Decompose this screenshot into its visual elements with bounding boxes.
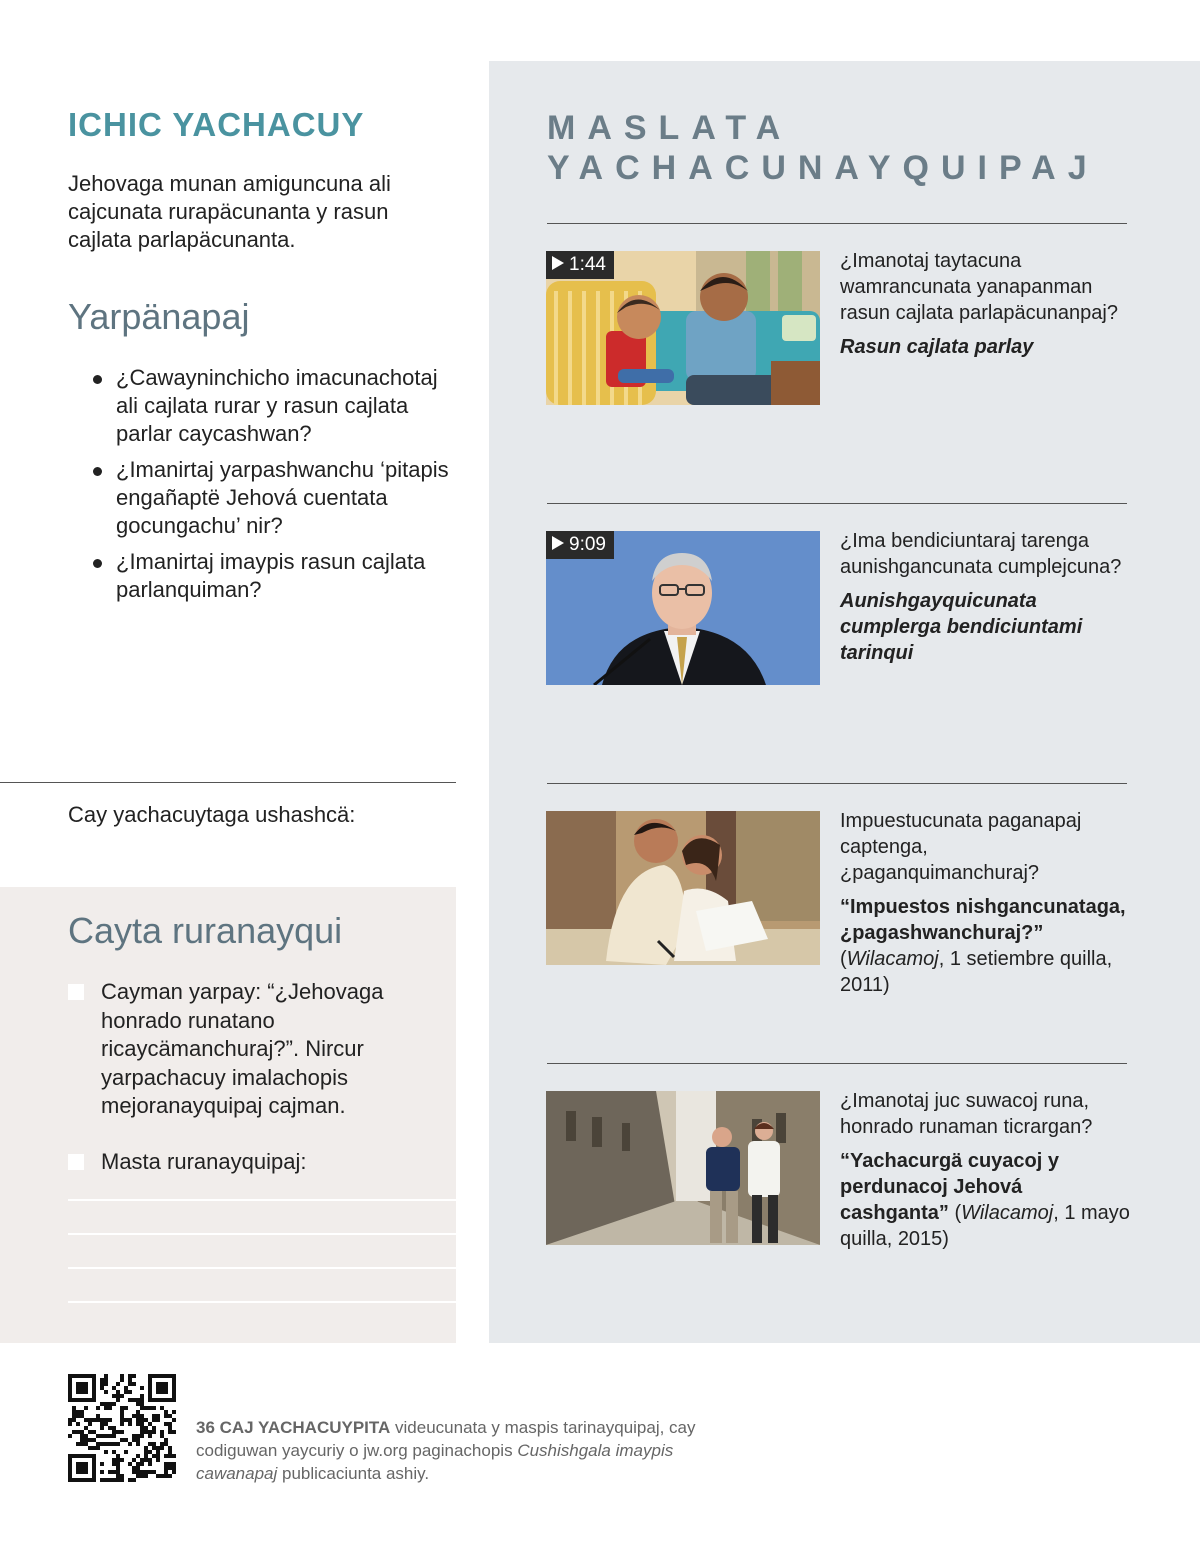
reference-title[interactable] xyxy=(840,894,1130,998)
duration: 9:09 xyxy=(569,534,606,555)
reference-item xyxy=(840,248,1130,360)
publication-title[interactable]: Cushishgala imaypis cawanapaj xyxy=(196,1441,674,1483)
reference-title[interactable] xyxy=(840,588,1130,666)
play-icon xyxy=(552,536,564,550)
footer-text: videucunata y maspis tarinayquipaj, cay codiguwan yaycuriy o jw.org paginachopis xyxy=(196,1418,696,1460)
task-text: Cayman yarpay: “¿Jehovaga honrado runatano ricaycämanchuraj?”. Nircur yarpachacuy imalachopis mejoranayquipaj cajman. xyxy=(101,979,384,1118)
writing-line[interactable] xyxy=(68,1267,456,1269)
reference-source xyxy=(840,948,1112,996)
reference-question: ¿Imanotaj juc suwacoj runa, honrado runaman ticrargan? xyxy=(840,1090,1093,1138)
reference-title[interactable] xyxy=(840,1148,1130,1252)
reference-item xyxy=(840,808,1130,998)
reference-item xyxy=(840,1088,1130,1252)
footer-bold: 36 CAJ YACHACUYPITA xyxy=(196,1418,391,1437)
intro-text: Jehovaga munan amiguncuna ali cajcunata rurapäcunanta y rasun cajlata parlapäcunanta. xyxy=(68,171,391,252)
divider xyxy=(547,1063,1127,1064)
reference-question: ¿Imanotaj taytacuna wamrancunata yanapanman rasun cajlata parlapäcunanpaj? xyxy=(840,250,1118,324)
source-magazine: Wilacamoj xyxy=(846,948,939,970)
duration: 1:44 xyxy=(569,254,606,275)
section-title: ICHIC YACHACUY xyxy=(68,106,365,143)
task-item xyxy=(68,1148,428,1177)
reference-title-text: “Impuestos nishgancunataga, ¿pagashwanchuraj?” xyxy=(840,896,1126,944)
divider xyxy=(0,782,456,783)
divider xyxy=(547,783,1127,784)
qr-code-graphic xyxy=(68,1374,176,1482)
task-checkbox[interactable] xyxy=(68,1154,84,1170)
review-question: ¿Imanirtaj yarpashwanchu ‘pitapis engañaptë Jehová cuentata gocungachu’ nir? xyxy=(92,456,462,540)
task-text: Masta ruranayquipaj: xyxy=(101,1149,307,1174)
source-prefix: ( xyxy=(948,1202,962,1224)
video-thumbnail[interactable] xyxy=(546,251,820,405)
duration-badge xyxy=(546,531,614,559)
review-question: ¿Imanirtaj imaypis rasun cajlata parlanquiman? xyxy=(92,548,462,604)
couple-walking-street-image xyxy=(546,1091,820,1245)
source-date: , 1 setiembre quilla, 2011) xyxy=(840,948,1113,996)
reference-title-text: Aunishgayquicunata cumplerga bendiciuntami tarinqui xyxy=(840,590,1083,664)
footer-note xyxy=(196,1416,716,1485)
article-thumbnail[interactable] xyxy=(546,811,820,965)
task-item xyxy=(68,978,428,1121)
title-line: MASLATA xyxy=(547,109,793,147)
play-icon xyxy=(552,256,564,270)
review-question: ¿Cawayninchicho imacunachotaj ali cajlata rurar y rasun cajlata parlar caycashwan? xyxy=(92,364,462,448)
source-magazine: Wilacamoj xyxy=(961,1202,1054,1224)
title-line: YACHACUNAYQUIPAJ xyxy=(547,149,1099,187)
duration-badge xyxy=(546,251,614,279)
reference-title-text: Rasun cajlata parlay xyxy=(840,336,1034,358)
try-this-heading: Cayta ruranayqui xyxy=(68,910,343,951)
review-question-list xyxy=(92,364,462,612)
qr-code[interactable] xyxy=(68,1374,176,1482)
explore-more-title xyxy=(547,108,1099,188)
date-completed-label: Cay yachacuytaga ushashcä: xyxy=(68,802,356,827)
reference-item xyxy=(840,528,1130,666)
divider xyxy=(547,503,1127,504)
writing-line[interactable] xyxy=(68,1233,456,1235)
source-prefix: ( xyxy=(840,948,847,970)
writing-line[interactable] xyxy=(68,1199,456,1201)
reference-question: ¿Ima bendiciuntaraj tarenga aunishgancunata cumplejcuna? xyxy=(840,530,1122,578)
couple-paperwork-image xyxy=(546,811,820,965)
review-heading: Yarpänapaj xyxy=(68,296,250,337)
footer-text: publicaciunta ashiy. xyxy=(277,1464,430,1483)
source-date: , 1 mayo quilla, 2015) xyxy=(840,1202,1130,1250)
reference-title[interactable] xyxy=(840,334,1130,360)
divider xyxy=(547,223,1127,224)
task-checkbox[interactable] xyxy=(68,984,84,1000)
writing-line[interactable] xyxy=(68,1301,456,1303)
video-thumbnail[interactable] xyxy=(546,531,820,685)
reference-question: Impuestucunata paganapaj captenga, ¿paganquimanchuraj? xyxy=(840,810,1082,884)
reference-title-text: “Yachacurgä cuyacoj y perdunacoj Jehová cashganta” xyxy=(840,1150,1060,1224)
article-thumbnail[interactable] xyxy=(546,1091,820,1245)
